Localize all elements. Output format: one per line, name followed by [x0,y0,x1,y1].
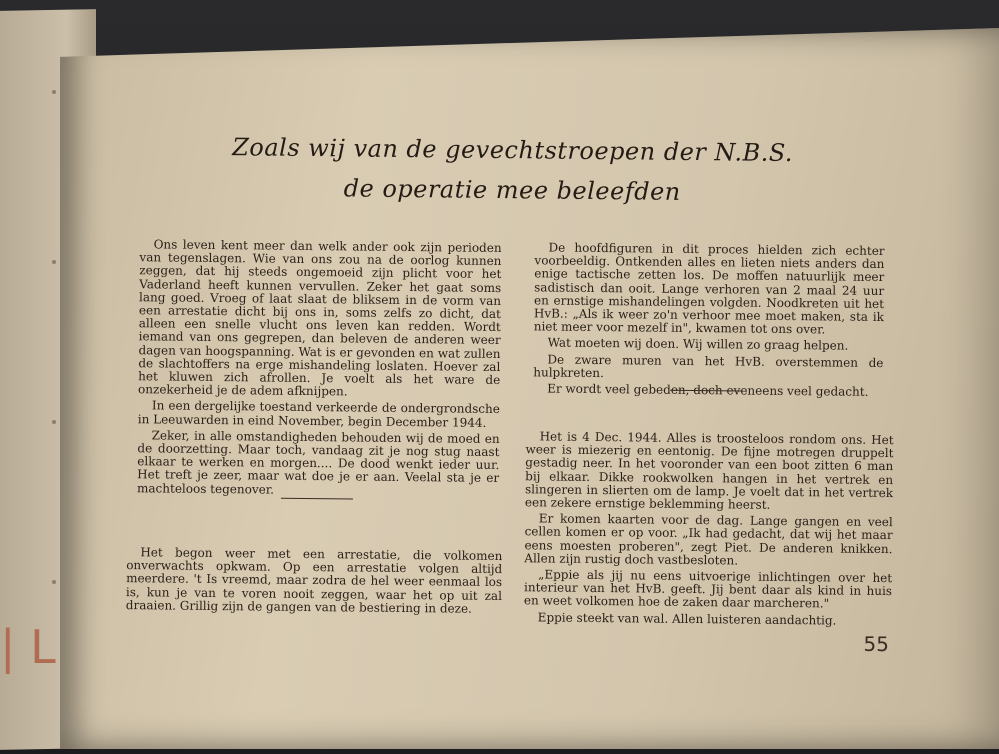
left-column-bottom [126,546,503,619]
paragraph: Er wordt veel gebeden, doch eveneens veel gedacht. [547,381,869,399]
left-page-marks: | L [0,620,56,674]
paragraph: Eppie steekt van wal. Allen luisteren aandachtig. [537,610,837,628]
paragraph: „Eppie als jij nu eens uitvoerige inlichtingen over het interieur van het HvB. geeft. Jij bent daar als kind in huis en weet volkomen hoe de zaken daar marcheren." [523,567,893,611]
page-title [222,127,803,213]
paragraph: Er komen kaarten voor de dag. Lange gangen en veel cellen komen er op voor. „Ik had gedacht, dat wij het maar eens moesten proberen", zegt Piet. De anderen knikken. Allen zijn rustig doch vastbesloten. [524,511,893,568]
paragraph: De zware muren van het HvB. overstemmen de hulpkreten. [533,352,884,380]
paragraph: In een dergelijke toestand verkeerde de ondergrondsche in Leeuwarden in eind November, begin December 1944. [137,398,500,430]
right-column-top [533,241,885,402]
title-line-1: Zoals wij van de gevechtstroepen der N.B.S. [232,133,794,168]
right-column-bottom [524,430,894,631]
paragraph: Ons leven kent meer dan welk ander ook zijn perioden van tegenslagen. Wie van ons zou na de oorlog kunnen zeggen, dat hij steeds ongemoeid zijn plicht voor het Vaderland heeft kunnen vervullen. Zeker het gaat soms lang goed. Vroeg of laat slaat de bliksem in de vorm van een arrestatie dicht bij ons in, soms zelfs zo dicht, dat alleen een snelle vlucht ons leven kan redden. Wordt iemand van ons gegrepen, dan beleven de anderen weer dagen van hoogspanning. Wat is er gevonden en wat zullen de slachtoffers na erge mishandeling loslaten. Hoever zal het kluwen zich afrollen. Je voelt als het ware de onzekerheid je de adem afknijpen. [138,237,502,399]
title-line-2: de operatie mee beleefden [343,174,681,206]
paragraph: De hoofdfiguren in dit proces hielden zich echter voorbeeldig. Ontkenden alles en lieten niets anders dan enige tactische zetten los. De moffen natuurlijk meer sadistisch dan ooit. Lange verhoren van 2 maal 24 uur en ernstige mishandelingen volgden. Noodkreten uit het HvB.: „Als ik weer zo'n verhoor mee moet maken, sta ik niet meer voor mezelf in", kwamen tot ons over. [533,240,885,337]
page-number: 55 [863,631,890,657]
left-column-top [137,238,502,502]
paragraph: Het is 4 Dec. 1944. Alles is troosteloos rondom ons. Het weer is miezerig en eentonig. De fijne motregen druppelt gestadig neer. In het vooronder van een boot zitten 6 man bij elkaar. Dikke rookwolken hangen in het vertrek en slingeren in slierten om de lamp. Je voelt dat in het vertrek een zekere ernstige beklemming heerst. [524,429,894,512]
paragraph: Zeker, in alle omstandigheden behouden wij de moed en de doorzetting. Maar toch, vandaag zit je nog stug naast elkaar te werken en morgen.... De dood wenkt ieder uur. Het treft je zeer, maar wat doe je er aan. Veelal sta je er machteloos tegenover. [136,428,500,497]
paragraph: Het begon weer met een arrestatie, die volkomen onverwachts opkwam. Op een arrestatie volgen altijd meerdere. 't Is vreemd, maar zodra de hel weer eenmaal los is, kun je van te voren nooit zeggen, waar het op uit zal draaien. Grillig zijn de gangen van de bestiering in deze. [125,545,503,616]
paragraph: Wat moeten wij doen. Wij willen zo graag helpen. [547,335,849,354]
